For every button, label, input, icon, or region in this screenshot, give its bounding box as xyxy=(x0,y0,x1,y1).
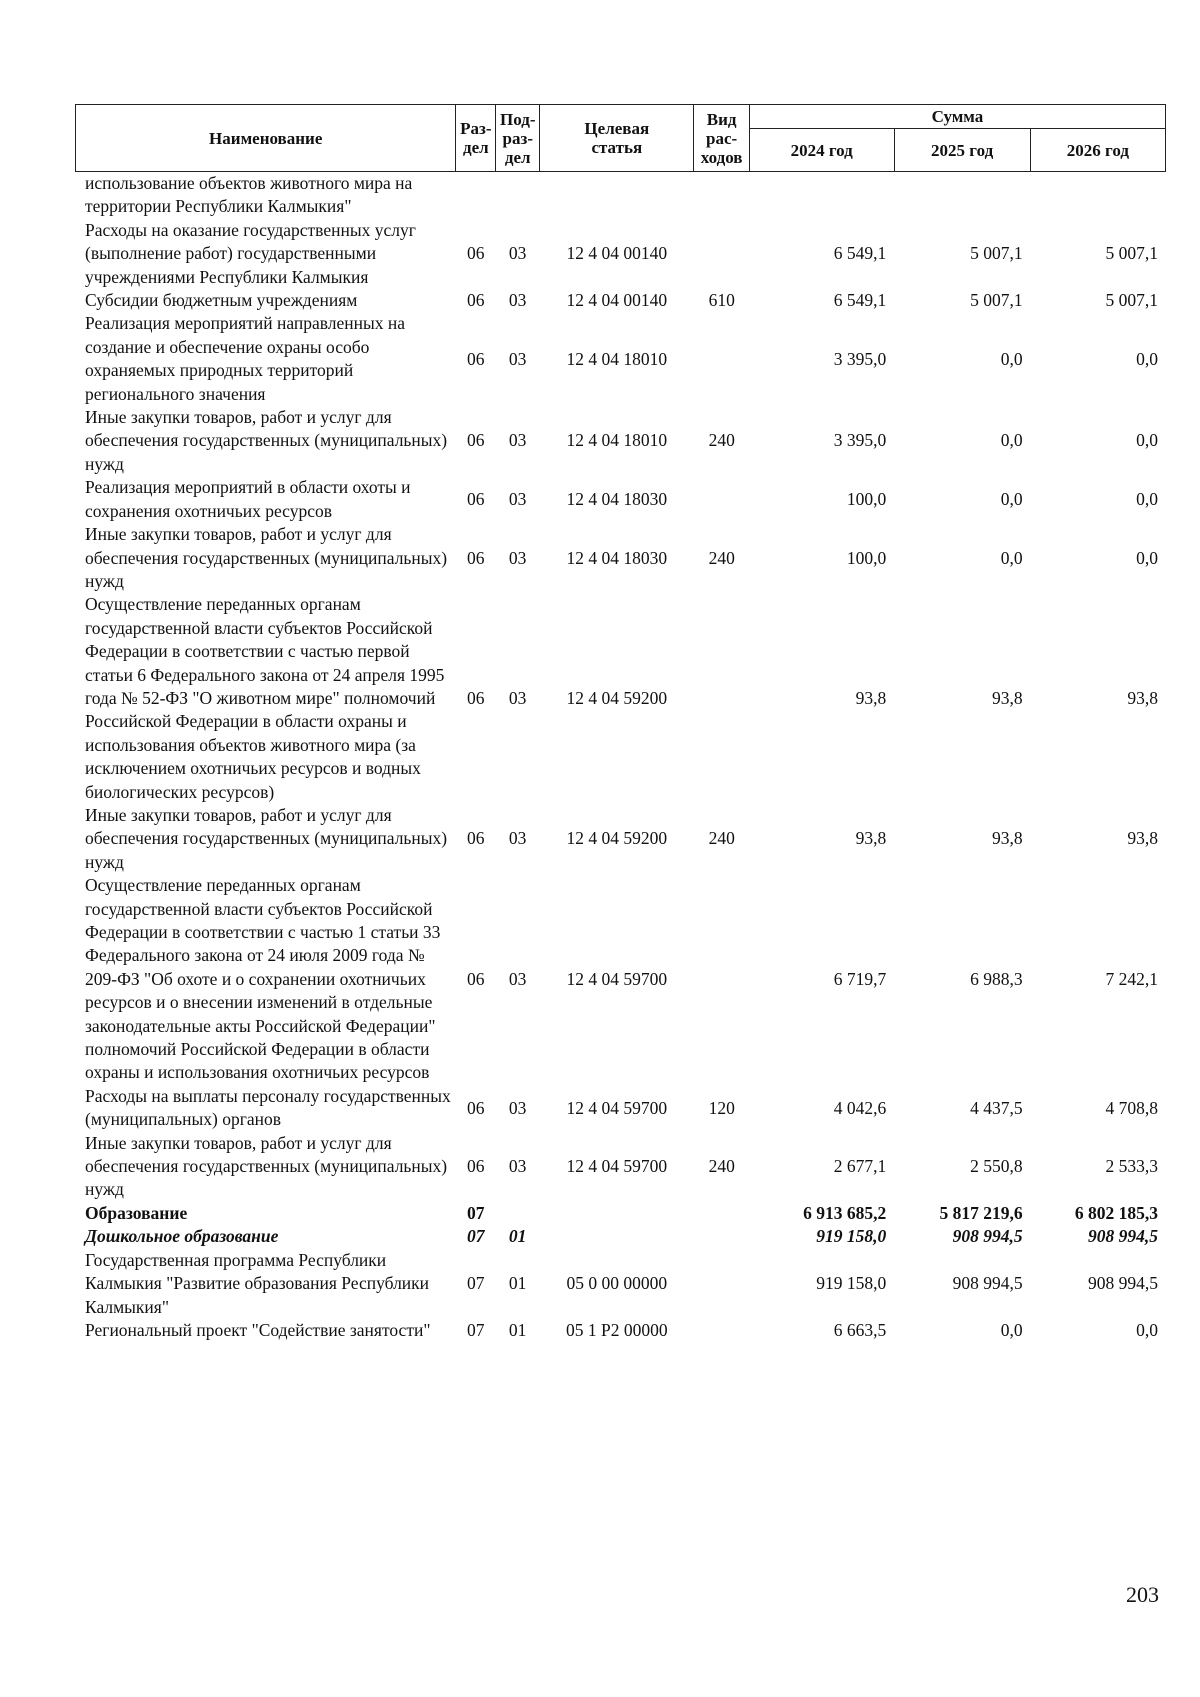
row-sum-2025: 0,0 xyxy=(1000,430,1023,451)
row-sum-2025: 5 007,1 xyxy=(970,290,1023,311)
row-subsection: 01 xyxy=(508,1226,527,1247)
table-body xyxy=(75,172,1166,1342)
row-subsection: 03 xyxy=(508,290,527,311)
row-name: Государственная программа Республики Калмыкия "Развитие образования Республики Калмыкия" xyxy=(85,1249,430,1317)
table-row xyxy=(75,804,1166,874)
row-sum-2024: 2 677,1 xyxy=(833,1156,887,1177)
table-row xyxy=(75,289,1166,312)
row-expense-type: 240 xyxy=(708,1156,735,1177)
row-sum-2026: 0,0 xyxy=(1136,1319,1158,1340)
row-target: 12 4 04 00140 xyxy=(566,243,668,264)
row-name: Региональный проект "Содействие занятости" xyxy=(85,1319,431,1340)
table-header xyxy=(75,104,1166,172)
row-name: Иные закупки товаров, работ и услуг для обеспечения государственных (муниципальных) нужд xyxy=(85,407,448,474)
row-name: Осуществление переданных органам государственной власти субъектов Российской Федерации в соответствии с частью первой статьи 6 Федерального закона от 24 апреля 1995 года № 52-ФЗ "О животном мире" полномочий Российской Федерации в области охраны и использования объектов животного мира (за исключением охотничьих ресурсов и водных биологических ресурсов) xyxy=(85,594,445,802)
row-sum-2025: 93,8 xyxy=(992,687,1023,708)
row-sum-2026: 93,8 xyxy=(1127,828,1158,849)
row-sum-2026: 908 994,5 xyxy=(1088,1273,1158,1294)
row-sum-2024: 919 158,0 xyxy=(816,1273,887,1294)
row-section: 06 xyxy=(466,488,485,509)
row-sum-2026: 7 242,1 xyxy=(1105,968,1158,989)
row-sum-2024: 100,0 xyxy=(846,488,887,509)
table-row xyxy=(75,874,1166,1085)
row-name: Реализация мероприятий направленных на создание и обеспечение охраны особо охраняемых природных территорий регионального значения xyxy=(85,313,406,404)
row-subsection xyxy=(496,172,540,219)
row-sum-2024: 93,8 xyxy=(855,828,887,849)
row-subsection: 03 xyxy=(508,687,527,708)
row-sum-2026 xyxy=(1031,172,1166,219)
row-sum-2025: 2 550,8 xyxy=(970,1156,1023,1177)
row-target xyxy=(540,1225,694,1248)
header-section: Раз- дел xyxy=(456,105,496,172)
row-section: 06 xyxy=(466,243,485,264)
header-sum: Сумма xyxy=(749,105,1165,129)
row-subsection: 03 xyxy=(508,348,527,369)
row-expense-type: 240 xyxy=(708,547,735,568)
row-expense-type xyxy=(694,219,750,289)
table-row xyxy=(75,1249,1166,1319)
table-row xyxy=(75,593,1166,804)
row-target: 12 4 04 59200 xyxy=(566,687,668,708)
row-section: 06 xyxy=(466,687,485,708)
row-sum-2025: 6 988,3 xyxy=(970,968,1023,989)
row-target xyxy=(540,1202,694,1225)
row-name: Образование xyxy=(85,1202,188,1223)
row-sum-2025: 0,0 xyxy=(1000,488,1023,509)
row-section: 06 xyxy=(466,348,485,369)
row-sum-2024: 3 395,0 xyxy=(833,348,887,369)
row-target: 12 4 04 59700 xyxy=(566,1156,668,1177)
page-number: 203 xyxy=(1126,1582,1159,1607)
row-sum-2024: 919 158,0 xyxy=(816,1226,887,1247)
table-row xyxy=(75,172,1166,219)
header-year-2025: 2025 год xyxy=(894,129,1030,172)
row-name: использование объектов животного мира на территории Республики Калмыкия" xyxy=(85,173,413,217)
row-expense-type xyxy=(694,1202,750,1225)
row-sum-2026: 2 533,3 xyxy=(1105,1156,1158,1177)
table-row xyxy=(75,406,1166,476)
row-section: 07 xyxy=(466,1319,485,1340)
row-sum-2025: 0,0 xyxy=(1000,547,1023,568)
row-subsection: 01 xyxy=(508,1319,527,1340)
row-subsection: 03 xyxy=(508,1097,527,1118)
row-sum-2025 xyxy=(894,172,1030,219)
row-sum-2026: 0,0 xyxy=(1136,488,1158,509)
row-subsection: 01 xyxy=(508,1273,527,1294)
table-row xyxy=(75,1319,1166,1342)
row-sum-2026: 4 708,8 xyxy=(1105,1097,1158,1118)
row-sum-2024: 93,8 xyxy=(855,687,887,708)
row-target: 05 1 Р2 00000 xyxy=(566,1319,668,1340)
header-year-2024: 2024 год xyxy=(749,129,894,172)
table-row xyxy=(75,476,1166,523)
row-subsection: 03 xyxy=(508,828,527,849)
row-sum-2024: 6 549,1 xyxy=(833,243,887,264)
row-subsection: 03 xyxy=(508,430,527,451)
row-section: 06 xyxy=(466,290,485,311)
row-sum-2026: 0,0 xyxy=(1136,547,1158,568)
header-expense-type: Вид рас- ходов xyxy=(694,105,750,172)
row-sum-2024: 3 395,0 xyxy=(833,430,887,451)
row-name: Субсидии бюджетным учреждениям xyxy=(85,290,358,311)
row-target: 12 4 04 00140 xyxy=(566,290,668,311)
row-target xyxy=(540,172,694,219)
table-row xyxy=(75,312,1166,406)
row-expense-type xyxy=(694,476,750,523)
row-sum-2026: 908 994,5 xyxy=(1088,1226,1158,1247)
header-name: Наименование xyxy=(76,105,456,172)
row-name: Иные закупки товаров, работ и услуг для обеспечения государственных (муниципальных) нужд xyxy=(85,1132,448,1200)
row-sum-2026: 5 007,1 xyxy=(1105,243,1158,264)
row-subsection: 03 xyxy=(508,547,527,568)
row-sum-2024: 100,0 xyxy=(846,547,887,568)
row-expense-type xyxy=(694,874,750,1085)
row-sum-2025: 5 007,1 xyxy=(970,243,1023,264)
table-row xyxy=(75,1132,1166,1202)
row-sum-2025: 908 994,5 xyxy=(952,1273,1023,1294)
row-target: 12 4 04 18010 xyxy=(566,430,668,451)
row-expense-type xyxy=(694,312,750,406)
row-section: 07 xyxy=(466,1273,485,1294)
row-sum-2026: 6 802 185,3 xyxy=(1074,1202,1158,1223)
row-sum-2024: 6 663,5 xyxy=(833,1319,887,1340)
row-subsection: 03 xyxy=(508,243,527,264)
row-section: 06 xyxy=(466,1156,485,1177)
row-subsection: 03 xyxy=(508,968,527,989)
row-sum-2025: 0,0 xyxy=(1000,1319,1023,1340)
row-expense-type xyxy=(694,1319,750,1342)
row-subsection: 03 xyxy=(508,488,527,509)
table-row xyxy=(75,1085,1166,1132)
budget-table xyxy=(75,104,1166,1342)
row-subsection: 03 xyxy=(508,1156,527,1177)
row-target: 05 0 00 00000 xyxy=(566,1273,668,1294)
row-expense-type xyxy=(694,172,750,219)
row-name: Иные закупки товаров, работ и услуг для обеспечения государственных (муниципальных) нужд xyxy=(85,524,448,591)
row-sum-2025: 0,0 xyxy=(1000,348,1023,369)
row-name: Расходы на оказание государственных услуг (выполнение работ) государственными учреждениями Республики Калмыкия xyxy=(85,219,416,287)
table-row xyxy=(75,1202,1166,1225)
header-target: Целевая статья xyxy=(540,105,694,172)
row-sum-2025: 4 437,5 xyxy=(970,1097,1023,1118)
row-sum-2026: 93,8 xyxy=(1127,687,1158,708)
row-sum-2024: 6 719,7 xyxy=(833,968,887,989)
row-sum-2024: 6 913 685,2 xyxy=(803,1202,887,1223)
row-target: 12 4 04 59700 xyxy=(566,968,668,989)
row-sum-2024: 6 549,1 xyxy=(833,290,887,311)
row-sum-2026: 5 007,1 xyxy=(1105,290,1158,311)
row-section: 07 xyxy=(466,1226,485,1247)
row-expense-type xyxy=(694,1249,750,1319)
header-year-2026: 2026 год xyxy=(1030,129,1165,172)
row-sum-2024 xyxy=(750,172,895,219)
row-sum-2025: 93,8 xyxy=(992,828,1023,849)
row-section: 06 xyxy=(466,968,485,989)
row-target: 12 4 04 18030 xyxy=(566,488,668,509)
row-expense-type: 240 xyxy=(708,430,735,451)
table-row xyxy=(75,523,1166,593)
row-name: Расходы на выплаты персоналу государственных (муниципальных) органов xyxy=(85,1085,451,1130)
row-name: Иные закупки товаров, работ и услуг для обеспечения государственных (муниципальных) нужд xyxy=(85,804,448,872)
row-section: 06 xyxy=(466,547,485,568)
header-subsection: Под- раз- дел xyxy=(496,105,540,172)
row-target: 12 4 04 59700 xyxy=(566,1097,668,1118)
row-section xyxy=(456,172,496,219)
row-sum-2024: 4 042,6 xyxy=(833,1097,887,1118)
row-target: 12 4 04 18030 xyxy=(566,547,668,568)
row-section: 07 xyxy=(466,1202,485,1223)
row-expense-type xyxy=(694,1225,750,1248)
row-sum-2025: 5 817 219,6 xyxy=(939,1202,1023,1223)
row-expense-type xyxy=(694,593,750,804)
row-expense-type: 610 xyxy=(708,290,735,311)
row-section: 06 xyxy=(466,1097,485,1118)
row-sum-2026: 0,0 xyxy=(1136,430,1158,451)
row-target: 12 4 04 18010 xyxy=(566,348,668,369)
row-name: Дошкольное образование xyxy=(85,1226,279,1247)
row-name: Осуществление переданных органам государственной власти субъектов Российской Федерации в соответствии с частью 1 статьи 33 Федерального закона от 24 июля 2009 года № 209-ФЗ "Об охоте и о сохранении охотничьих ресурсов и о внесении изменений в отдельные законодательные акты Российской Федерации" полномочий Российской Федерации в области охраны и использования охотничьих ресурсов xyxy=(85,875,441,1083)
row-target: 12 4 04 59200 xyxy=(566,828,668,849)
row-expense-type: 120 xyxy=(708,1097,735,1118)
row-subsection xyxy=(496,1202,540,1225)
row-sum-2025: 908 994,5 xyxy=(952,1226,1023,1247)
table-row xyxy=(75,219,1166,289)
row-section: 06 xyxy=(466,828,485,849)
table-row xyxy=(75,1225,1166,1248)
row-sum-2026: 0,0 xyxy=(1136,348,1158,369)
row-section: 06 xyxy=(466,430,485,451)
row-expense-type: 240 xyxy=(708,828,735,849)
row-name: Реализация мероприятий в области охоты и сохранения охотничьих ресурсов xyxy=(85,477,411,521)
